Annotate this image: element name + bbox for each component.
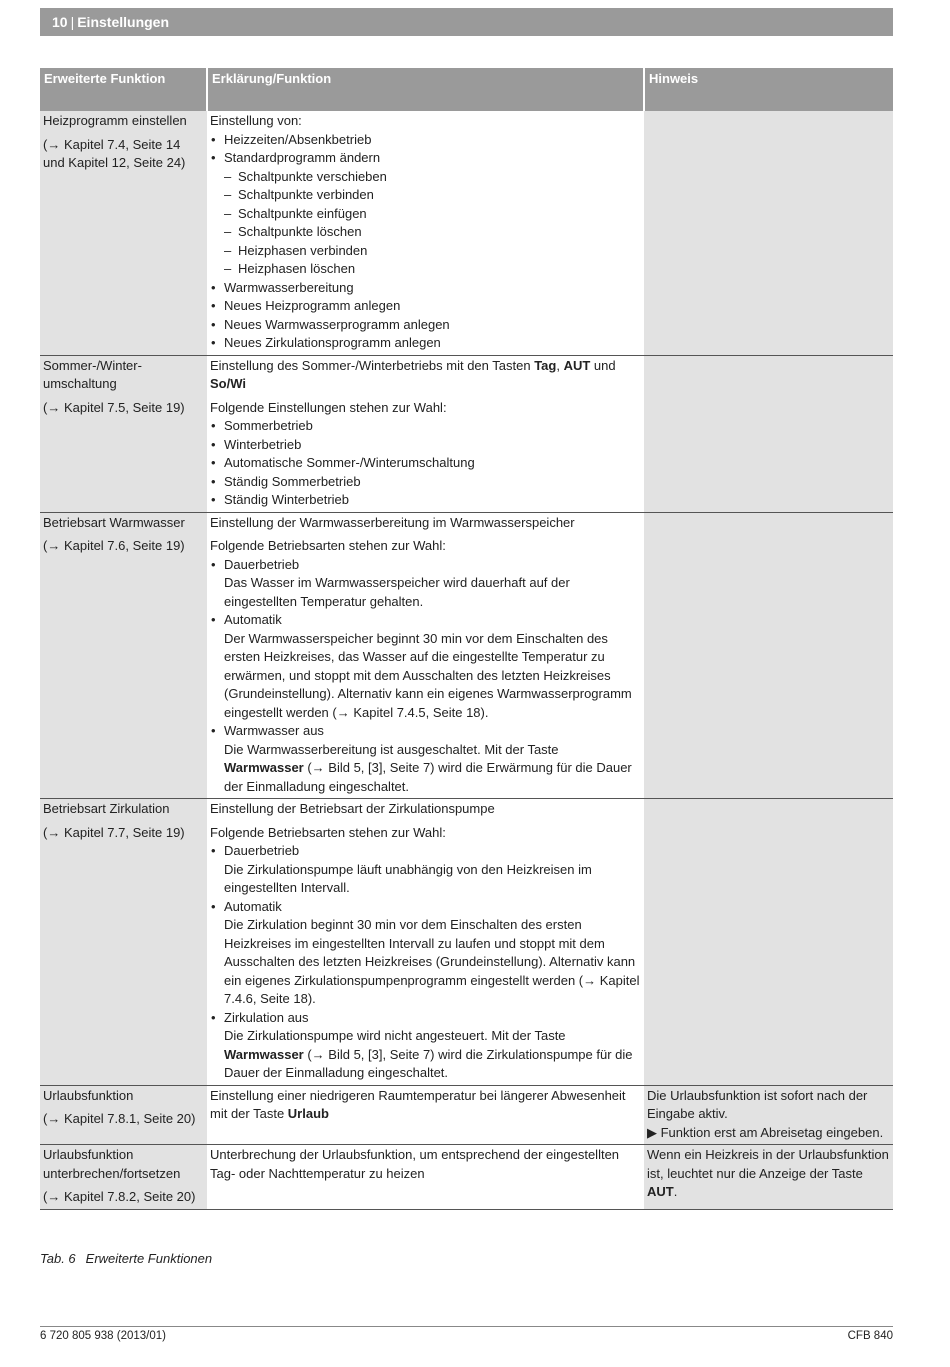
function-reference: (→ Kapitel 7.8.1, Seite 20) bbox=[43, 1111, 196, 1126]
key-aut: AUT bbox=[563, 357, 591, 373]
explanation-lead: Folgende Betriebsarten stehen zur Wahl: bbox=[210, 538, 446, 553]
list-item-description bbox=[224, 1027, 641, 1083]
function-cell bbox=[40, 355, 207, 512]
key-so-wi: So/Wi bbox=[210, 376, 246, 391]
explanation-intro bbox=[210, 1087, 641, 1124]
list-item bbox=[210, 611, 641, 722]
function-reference: (→ Kapitel 7.8.2, Seite 20) bbox=[43, 1189, 196, 1204]
option-list bbox=[210, 556, 641, 797]
explanation-intro: Einstellung von: bbox=[210, 113, 302, 128]
note-text bbox=[647, 1146, 890, 1202]
function-cell bbox=[40, 111, 207, 355]
list-item-label: • Zirkulation aus bbox=[224, 1009, 309, 1025]
list-item: • Neues Warmwasserprogramm anlegen bbox=[210, 316, 641, 335]
option-list bbox=[210, 842, 641, 1083]
table-row bbox=[40, 799, 893, 1086]
sub-list-item: – Schaltpunkte einfügen bbox=[210, 205, 641, 224]
list-item bbox=[210, 556, 641, 612]
explanation-intro: Unterbrechung der Urlaubsfunktion, um entsprechend der eingestellten Tag- oder Nachttemperatur zu heizen bbox=[210, 1147, 620, 1181]
option-list bbox=[210, 131, 641, 168]
list-item: • Neues Zirkulationsprogramm anlegen bbox=[210, 334, 641, 353]
option-list bbox=[210, 279, 641, 353]
sub-list-item: – Heizphasen verbinden bbox=[210, 242, 641, 261]
explanation-cell bbox=[207, 355, 644, 512]
description-text: Die Zirkulationspumpe wird nicht angesteuert. Mit der Taste bbox=[224, 1028, 566, 1043]
list-item bbox=[210, 1009, 641, 1083]
explanation-intro: Einstellung der Betriebsart der Zirkulationspumpe bbox=[210, 801, 495, 816]
note-cell bbox=[644, 799, 893, 1086]
list-item bbox=[210, 149, 641, 168]
list-item-label: • Warmwasser aus bbox=[224, 723, 324, 738]
description-text: (→ Bild 5, [3], Seite 7) wird die Zirkulationspumpe für die Dauer der Einmalladung eingeschaltet. bbox=[224, 1046, 633, 1080]
list-item-label: • Automatik bbox=[224, 612, 282, 627]
section-title: Einstellungen bbox=[77, 14, 170, 30]
footer-divider bbox=[40, 1326, 893, 1327]
function-reference: (→ Kapitel 7.4, Seite 14 und Kapitel 12, Seite 24) bbox=[43, 136, 186, 170]
sub-list-item: – Schaltpunkte verschieben bbox=[210, 168, 641, 187]
explanation-lead: Folgende Betriebsarten stehen zur Wahl: bbox=[210, 824, 446, 840]
list-item-description: Der Warmwasserspeicher beginnt 30 min vor dem Einschalten des ersten Heizkreises, das Wasser auf die eingestellte Temperatur zu erwärmen, und stoppt mit dem Ausschalten des letzten Heizkreises (Grundeinstellung). Alternativ kann ein eigenes Warmwasserprogramm eingestellt werden (→ Kapitel 7.4.5, Seite 18). bbox=[224, 630, 632, 720]
intro-text: Einstellung des Sommer-/Winterbetriebs mit den Tasten bbox=[210, 357, 535, 373]
list-item-label: • Dauerbetrieb bbox=[224, 556, 300, 572]
function-reference: (→ Kapitel 7.7, Seite 19) bbox=[43, 824, 185, 840]
key-aut: AUT bbox=[647, 1184, 674, 1199]
explanation-cell bbox=[207, 1145, 644, 1210]
list-item: • Neues Heizprogramm anlegen bbox=[210, 297, 641, 316]
table-row bbox=[40, 1085, 893, 1145]
note-cell bbox=[644, 1085, 893, 1145]
function-name: Urlaubsfunktion unterbrechen/fortsetzen bbox=[43, 1147, 181, 1181]
sub-list-item: – Heizphasen löschen bbox=[210, 260, 641, 279]
key-warmwasser: Warmwasser bbox=[224, 1046, 304, 1062]
list-item-description: Die Zirkulation beginnt 30 min vor dem Einschalten des ersten Heizkreises im eingestellten Intervall zu laufen und stoppt mit dem Ausschalten des letzten Heizkreises (Grundeinstellung). Alternativ kann ein eigenes Zirkulationspumpenprogramm eingestellt werden (→ Kapitel 7.4.6, Seite 18). bbox=[224, 917, 640, 1006]
column-header-explanation: Erklärung/Funktion bbox=[207, 68, 644, 111]
note-cell bbox=[644, 1145, 893, 1210]
intro-text: , bbox=[556, 357, 564, 373]
key-warmwasser: Warmwasser bbox=[224, 760, 304, 775]
list-item bbox=[210, 722, 641, 796]
explanation-cell bbox=[207, 111, 644, 355]
function-reference: (→ Kapitel 7.5, Seite 19) bbox=[43, 399, 185, 415]
list-item: • Sommerbetrieb bbox=[210, 417, 641, 436]
list-item-label: Standardprogramm ändern bbox=[224, 150, 381, 165]
description-text: Die Warmwasserbereitung ist ausgeschaltet. Mit der Taste bbox=[224, 741, 559, 757]
explanation-intro: Einstellung der Warmwasserbereitung im Warmwasserspeicher bbox=[210, 514, 575, 530]
explanation-lead: Folgende Einstellungen stehen zur Wahl: bbox=[210, 399, 447, 415]
page-number: 10 bbox=[52, 14, 68, 30]
sub-option-list bbox=[210, 168, 641, 279]
table-row bbox=[40, 355, 893, 512]
list-item: • Warmwasserbereitung bbox=[210, 279, 641, 298]
description-text: (→ Bild 5, [3], Seite 7) wird die Erwärmung für die Dauer der Einmalladung eingeschaltet. bbox=[224, 760, 632, 794]
note-text-part: . bbox=[673, 1184, 678, 1199]
list-item-description: Die Zirkulationspumpe läuft unabhängig von den Heizkreisen im eingestellten Intervall. bbox=[224, 861, 592, 895]
table-header-row bbox=[40, 68, 893, 111]
header-separator: | bbox=[70, 14, 75, 30]
key-urlaub: Urlaub bbox=[287, 1106, 329, 1121]
function-name: Betriebsart Warmwasser bbox=[43, 514, 185, 530]
list-item: • Heizzeiten/Absenkbetrieb bbox=[210, 131, 641, 150]
caption-text: Erweiterte Funktionen bbox=[85, 1251, 213, 1266]
option-list bbox=[210, 417, 641, 510]
note-text: Die Urlaubsfunktion ist sofort nach der Eingabe aktiv. bbox=[647, 1087, 868, 1121]
function-cell bbox=[40, 799, 207, 1086]
list-item bbox=[210, 898, 641, 1009]
table-row bbox=[40, 512, 893, 799]
note-cell bbox=[644, 355, 893, 512]
list-item: • Automatische Sommer-/Winterumschaltung bbox=[210, 454, 641, 473]
product-name: CFB 840 bbox=[847, 1330, 893, 1342]
caption-number: Tab. 6 bbox=[40, 1251, 76, 1266]
list-item: • Ständig Winterbetrieb bbox=[210, 491, 641, 510]
table-row bbox=[40, 111, 893, 355]
list-item bbox=[210, 842, 641, 898]
key-tag: Tag bbox=[534, 357, 557, 373]
function-cell bbox=[40, 1145, 207, 1210]
list-item-description bbox=[224, 741, 641, 797]
intro-text: Einstellung einer niedrigeren Raumtemperatur bei längerer Abwesenheit mit der Taste bbox=[210, 1087, 626, 1121]
extended-functions-table bbox=[40, 68, 893, 1210]
list-item-label: • Automatik bbox=[224, 898, 282, 914]
column-header-function: Erweiterte Funktion bbox=[40, 68, 207, 111]
intro-text: und bbox=[590, 357, 616, 373]
page-header bbox=[40, 8, 893, 36]
explanation-intro bbox=[210, 357, 641, 394]
explanation-cell bbox=[207, 512, 644, 799]
explanation-cell bbox=[207, 799, 644, 1086]
function-name: Sommer-/Winter-umschaltung bbox=[43, 357, 142, 391]
sub-list-item: – Schaltpunkte löschen bbox=[210, 223, 641, 242]
explanation-cell bbox=[207, 1085, 644, 1145]
function-cell bbox=[40, 512, 207, 799]
list-item-description: Das Wasser im Warmwasserspeicher wird dauerhaft auf der eingestellten Temperatur gehalten. bbox=[224, 575, 570, 609]
note-cell bbox=[644, 512, 893, 799]
table-row bbox=[40, 1145, 893, 1210]
note-step: ▶ Funktion erst am Abreisetag eingeben. bbox=[647, 1124, 884, 1140]
list-item: • Ständig Sommerbetrieb bbox=[210, 473, 641, 492]
list-item-label: • Dauerbetrieb bbox=[224, 843, 300, 858]
function-name: Urlaubsfunktion bbox=[43, 1087, 134, 1103]
function-name: Betriebsart Zirkulation bbox=[43, 801, 170, 816]
note-text-part: Wenn ein Heizkreis in der Urlaubsfunktion ist, leuchtet nur die Anzeige der Taste bbox=[647, 1147, 889, 1181]
sub-list-item: – Schaltpunkte verbinden bbox=[210, 186, 641, 205]
list-item: • Winterbetrieb bbox=[210, 436, 641, 455]
function-reference: (→ Kapitel 7.6, Seite 19) bbox=[43, 538, 185, 553]
note-cell bbox=[644, 111, 893, 355]
document-number: 6 720 805 938 (2013/01) bbox=[40, 1330, 166, 1342]
column-header-note: Hinweis bbox=[644, 68, 893, 111]
table-caption bbox=[40, 1251, 212, 1266]
function-name: Heizprogramm einstellen bbox=[43, 113, 187, 128]
function-cell bbox=[40, 1085, 207, 1145]
